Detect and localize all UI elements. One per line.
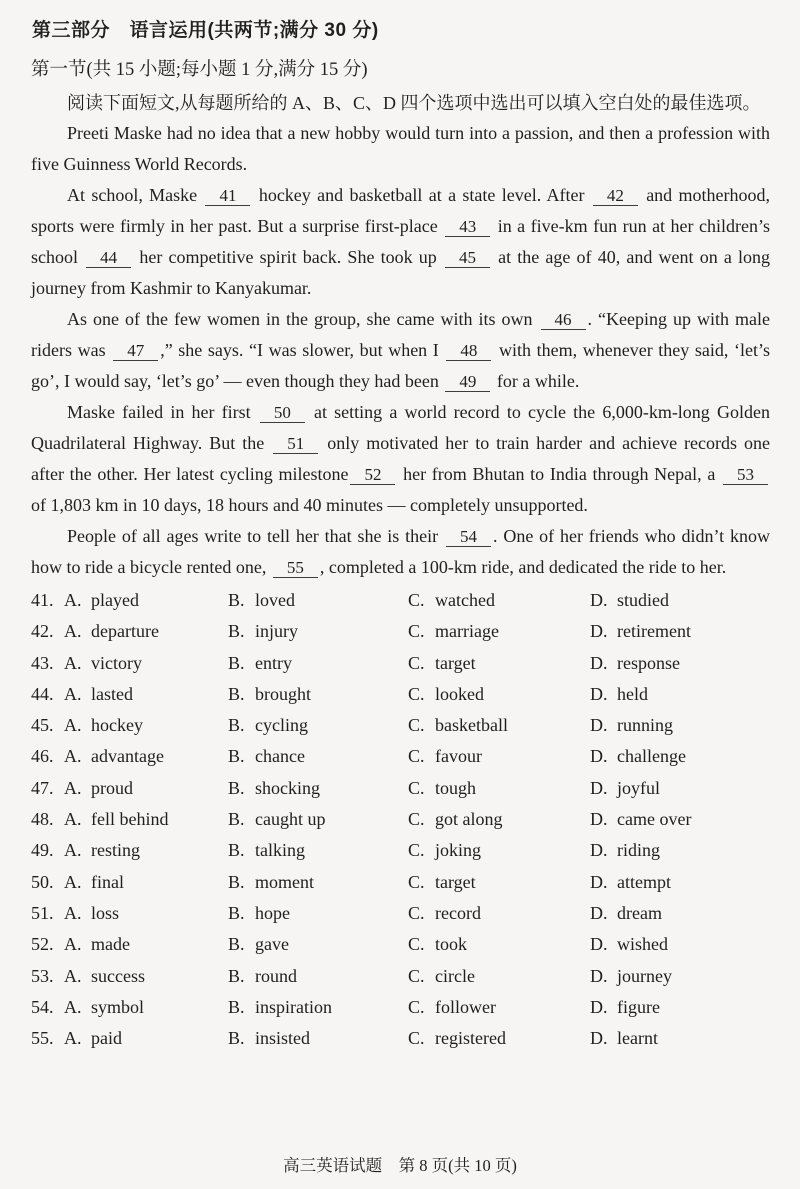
option-text: departure xyxy=(91,621,159,642)
option-C xyxy=(408,710,590,741)
instructions: 阅读下面短文,从每题所给的 A、B、C、D 四个选项中选出可以填入空白处的最佳选项。 xyxy=(67,93,761,113)
option-label: A. xyxy=(64,746,82,767)
option-label: D. xyxy=(590,871,608,892)
option-label: A. xyxy=(64,902,82,923)
blank-51: 51 xyxy=(273,434,318,454)
option-label: D. xyxy=(590,965,608,986)
option-B xyxy=(228,867,408,898)
option-C xyxy=(408,773,590,804)
option-text: dream xyxy=(617,902,662,923)
page-footer: 高三英语试题 第 8 页(共 10 页) xyxy=(283,1156,517,1175)
option-text: attempt xyxy=(617,871,671,892)
option-C xyxy=(408,1023,590,1054)
passage-paragraph xyxy=(31,397,770,521)
option-C xyxy=(408,616,590,647)
option-text: learnt xyxy=(617,1028,658,1049)
option-label: B. xyxy=(228,809,245,830)
option-label: D. xyxy=(590,777,608,798)
option-D xyxy=(590,741,770,772)
option-text: caught up xyxy=(255,809,326,830)
option-label: D. xyxy=(590,1028,608,1049)
option-text: took xyxy=(435,934,468,955)
option-C xyxy=(408,992,590,1023)
option-text: made xyxy=(91,934,130,955)
option-text: chance xyxy=(255,746,305,767)
option-text: proud xyxy=(91,777,133,798)
option-D xyxy=(590,648,770,679)
option-label: C. xyxy=(408,683,425,704)
option-label: B. xyxy=(228,621,245,642)
option-label: C. xyxy=(408,871,425,892)
option-label: C. xyxy=(408,746,425,767)
option-A xyxy=(64,898,228,929)
passage-text: , completed a 100-km ride, and dedicated the ride to her. xyxy=(319,557,727,577)
option-label: B. xyxy=(228,840,245,861)
option-D xyxy=(590,1023,770,1054)
option-text: insisted xyxy=(255,1028,311,1049)
blank-55: 55 xyxy=(273,558,318,578)
blank-43: 43 xyxy=(445,217,490,237)
option-text: gave xyxy=(255,934,289,955)
option-C xyxy=(408,741,590,772)
option-C xyxy=(408,679,590,710)
option-text: tough xyxy=(435,777,477,798)
option-text: challenge xyxy=(617,746,686,767)
option-label: C. xyxy=(408,777,425,798)
question-row-45 xyxy=(31,710,770,741)
option-label: C. xyxy=(408,840,425,861)
option-text: held xyxy=(617,683,648,704)
option-C xyxy=(408,648,590,679)
option-text: came over xyxy=(617,809,692,830)
option-text: round xyxy=(255,965,297,986)
passage-text: Preeti Maske had no idea that a new hobby would turn into a passion, and then a profession with five Guinness World Records. xyxy=(31,123,770,174)
passage-text: . One of her friends who didn’t know how to ride a bicycle rented one, xyxy=(31,526,770,577)
option-C xyxy=(408,804,590,835)
option-label: C. xyxy=(408,809,425,830)
option-text: circle xyxy=(435,965,475,986)
option-B xyxy=(228,741,408,772)
option-text: marriage xyxy=(435,621,499,642)
option-label: D. xyxy=(590,715,608,736)
question-row-48 xyxy=(31,804,770,835)
option-text: journey xyxy=(617,965,672,986)
blank-41: 41 xyxy=(205,186,250,206)
option-text: success xyxy=(91,965,145,986)
option-B xyxy=(228,648,408,679)
option-text: shocking xyxy=(255,777,320,798)
blank-45: 45 xyxy=(445,248,490,268)
option-A xyxy=(64,648,228,679)
question-number: 47. xyxy=(31,777,54,798)
option-C xyxy=(408,929,590,960)
passage-text: Maske failed in her first xyxy=(67,402,258,422)
option-label: D. xyxy=(590,590,608,610)
option-label: B. xyxy=(228,1028,245,1049)
question-row-51 xyxy=(31,898,770,929)
option-label: D. xyxy=(590,996,608,1017)
option-label: B. xyxy=(228,715,245,736)
option-text: target xyxy=(435,871,476,892)
option-label: C. xyxy=(408,965,425,986)
option-text: final xyxy=(91,871,124,892)
question-row-55 xyxy=(31,1023,770,1054)
option-text: cycling xyxy=(255,715,308,736)
question-number: 43. xyxy=(31,652,54,673)
option-label: A. xyxy=(64,996,82,1017)
blank-52: 52 xyxy=(350,465,395,485)
option-text: brought xyxy=(255,683,311,704)
option-text: response xyxy=(617,652,680,673)
option-label: C. xyxy=(408,934,425,955)
option-D xyxy=(590,898,770,929)
option-A xyxy=(64,679,228,710)
option-text: loved xyxy=(255,590,295,610)
option-text: watched xyxy=(435,590,495,610)
question-number: 50. xyxy=(31,871,54,892)
passage-text: As one of the few women in the group, she came with its own xyxy=(67,309,539,329)
option-text: studied xyxy=(617,590,669,610)
option-label: A. xyxy=(64,934,82,955)
question-number: 48. xyxy=(31,809,54,830)
option-A xyxy=(64,961,228,992)
option-text: follower xyxy=(435,996,496,1017)
question-number: 51. xyxy=(31,902,54,923)
option-label: D. xyxy=(590,621,608,642)
question-number: 41. xyxy=(31,590,54,610)
passage-text: in a five-km fun run at her children’s school xyxy=(31,216,770,267)
question-row-43 xyxy=(31,648,770,679)
option-text: looked xyxy=(435,683,484,704)
option-text: figure xyxy=(617,996,660,1017)
option-label: D. xyxy=(590,902,608,923)
passage-text: ,” she says. “I was slower, but when I xyxy=(160,340,445,360)
option-label: A. xyxy=(64,590,82,610)
option-label: D. xyxy=(590,746,608,767)
blank-49: 49 xyxy=(445,372,490,392)
option-text: inspiration xyxy=(255,996,332,1017)
option-D xyxy=(590,961,770,992)
question-number: 44. xyxy=(31,683,54,704)
option-B xyxy=(228,773,408,804)
question-number: 53. xyxy=(31,965,54,986)
option-text: joking xyxy=(435,840,482,861)
option-label: D. xyxy=(590,809,608,830)
option-D xyxy=(590,929,770,960)
part-title: 第三部分 语言运用(共两节;满分 30 分) xyxy=(32,20,379,41)
blank-44: 44 xyxy=(86,248,131,268)
blank-42: 42 xyxy=(593,186,638,206)
option-D xyxy=(590,867,770,898)
option-text: joyful xyxy=(617,777,660,798)
option-label: B. xyxy=(228,996,245,1017)
option-text: symbol xyxy=(91,996,145,1017)
option-label: A. xyxy=(64,715,82,736)
option-A xyxy=(64,929,228,960)
passage-text: for a while. xyxy=(492,371,580,391)
option-label: C. xyxy=(408,715,425,736)
option-text: wished xyxy=(617,934,668,955)
option-text: loss xyxy=(91,902,120,923)
option-D xyxy=(590,710,770,741)
passage-text: People of all ages write to tell her that she is their xyxy=(67,526,444,546)
option-D xyxy=(590,992,770,1023)
passage-text: at the age of 40, and went on a long journey from Kashmir to Kanyakumar. xyxy=(31,247,771,298)
blank-53: 53 xyxy=(723,465,768,485)
option-label: D. xyxy=(590,840,608,861)
option-B xyxy=(228,898,408,929)
option-label: C. xyxy=(408,652,425,673)
question-row-47 xyxy=(31,773,770,804)
option-label: B. xyxy=(228,777,245,798)
option-text: registered xyxy=(435,1028,506,1049)
passage-text: her from Bhutan to India through Nepal, a xyxy=(397,464,721,484)
question-row-52 xyxy=(31,929,770,960)
option-label: A. xyxy=(64,621,82,642)
option-C xyxy=(408,867,590,898)
blank-50: 50 xyxy=(260,403,305,423)
blank-54: 54 xyxy=(446,527,491,547)
question-row-54 xyxy=(31,992,770,1023)
option-label: A. xyxy=(64,652,82,673)
option-label: B. xyxy=(228,683,245,704)
option-A xyxy=(64,804,228,835)
option-D xyxy=(590,585,770,616)
passage-text: only motivated her to train harder and achieve records one after the other. Her latest cycling milestone xyxy=(31,433,771,484)
option-text: resting xyxy=(91,840,140,861)
question-number: 52. xyxy=(31,934,54,955)
option-label: A. xyxy=(64,1028,82,1049)
passage-text: her competitive spirit back. She took up xyxy=(133,247,443,267)
option-text: victory xyxy=(91,652,142,673)
option-D xyxy=(590,835,770,866)
option-text: paid xyxy=(91,1028,122,1049)
option-text: record xyxy=(435,902,481,923)
option-B xyxy=(228,616,408,647)
passage xyxy=(31,118,770,583)
option-C xyxy=(408,961,590,992)
section-title: 第一节(共 15 小题;每小题 1 分,满分 15 分) xyxy=(31,60,368,80)
option-label: B. xyxy=(228,965,245,986)
blank-47: 47 xyxy=(113,341,158,361)
option-label: B. xyxy=(228,871,245,892)
option-label: D. xyxy=(590,683,608,704)
option-B xyxy=(228,804,408,835)
option-text: got along xyxy=(435,809,503,830)
option-text: lasted xyxy=(91,683,133,704)
option-text: moment xyxy=(255,871,314,892)
option-B xyxy=(228,929,408,960)
option-B xyxy=(228,961,408,992)
option-B xyxy=(228,710,408,741)
question-row-49 xyxy=(31,835,770,866)
option-label: B. xyxy=(228,652,245,673)
passage-text: at setting a world record to cycle the 6,000-km-long Golden Quadrilateral Highway. But the xyxy=(31,402,770,453)
option-text: played xyxy=(91,590,139,610)
question-row-42 xyxy=(31,616,770,647)
option-B xyxy=(228,835,408,866)
option-B xyxy=(228,585,408,616)
question-row-44 xyxy=(31,679,770,710)
question-number: 49. xyxy=(31,840,54,861)
option-D xyxy=(590,616,770,647)
option-text: favour xyxy=(435,746,482,767)
option-label: D. xyxy=(590,934,608,955)
option-D xyxy=(590,804,770,835)
option-label: A. xyxy=(64,809,82,830)
option-label: A. xyxy=(64,777,82,798)
option-text: riding xyxy=(617,840,660,861)
option-text: hockey xyxy=(91,715,143,736)
option-label: B. xyxy=(228,902,245,923)
option-A xyxy=(64,741,228,772)
option-text: talking xyxy=(255,840,305,861)
passage-text: hockey and basketball at a state level. After xyxy=(252,185,591,205)
option-A xyxy=(64,1023,228,1054)
option-label: C. xyxy=(408,902,425,923)
questions-list xyxy=(31,585,770,1054)
option-label: C. xyxy=(408,621,425,642)
option-text: hope xyxy=(255,902,290,923)
question-row-41 xyxy=(31,585,770,616)
option-label: B. xyxy=(228,590,245,610)
option-label: A. xyxy=(64,683,82,704)
option-label: A. xyxy=(64,965,82,986)
option-label: C. xyxy=(408,590,425,610)
question-row-53 xyxy=(31,961,770,992)
option-label: B. xyxy=(228,934,245,955)
option-A xyxy=(64,710,228,741)
blank-48: 48 xyxy=(446,341,491,361)
passage-text: . “Keeping up with male riders was xyxy=(31,309,770,360)
question-number: 42. xyxy=(31,621,54,642)
option-label: A. xyxy=(64,871,82,892)
option-A xyxy=(64,773,228,804)
option-text: running xyxy=(617,715,673,736)
passage-text: with them, whenever they said, ‘let’s go’, I would say, ‘let’s go’ — even though they had been xyxy=(31,340,770,391)
option-text: basketball xyxy=(435,715,508,736)
option-D xyxy=(590,773,770,804)
option-A xyxy=(64,992,228,1023)
passage-text: and motherhood, sports were firmly in her past. But a surprise first-place xyxy=(31,185,770,236)
question-row-50 xyxy=(31,867,770,898)
option-B xyxy=(228,679,408,710)
question-number: 55. xyxy=(31,1028,54,1049)
option-text: fell behind xyxy=(91,809,169,830)
option-text: retirement xyxy=(617,621,691,642)
option-label: D. xyxy=(590,652,608,673)
question-number: 54. xyxy=(31,996,54,1017)
option-B xyxy=(228,992,408,1023)
option-D xyxy=(590,679,770,710)
option-text: target xyxy=(435,652,476,673)
option-label: A. xyxy=(64,840,82,861)
option-text: advantage xyxy=(91,746,164,767)
option-C xyxy=(408,835,590,866)
option-C xyxy=(408,585,590,616)
passage-text: At school, Maske xyxy=(67,185,204,205)
option-B xyxy=(228,1023,408,1054)
passage-paragraph xyxy=(31,521,770,583)
passage-text: of 1,803 km in 10 days, 18 hours and 40 minutes — completely unsupported. xyxy=(31,495,588,515)
question-number: 46. xyxy=(31,746,54,767)
option-text: injury xyxy=(255,621,298,642)
passage-paragraph xyxy=(31,118,770,180)
option-A xyxy=(64,616,228,647)
option-A xyxy=(64,867,228,898)
option-C xyxy=(408,898,590,929)
question-number: 45. xyxy=(31,715,54,736)
option-label: C. xyxy=(408,1028,425,1049)
blank-46: 46 xyxy=(541,310,586,330)
option-text: entry xyxy=(255,652,292,673)
option-label: C. xyxy=(408,996,425,1017)
passage-paragraph xyxy=(31,304,770,397)
option-A xyxy=(64,835,228,866)
question-row-46 xyxy=(31,741,770,772)
option-label: B. xyxy=(228,746,245,767)
passage-paragraph xyxy=(31,180,770,304)
option-A xyxy=(64,585,228,616)
